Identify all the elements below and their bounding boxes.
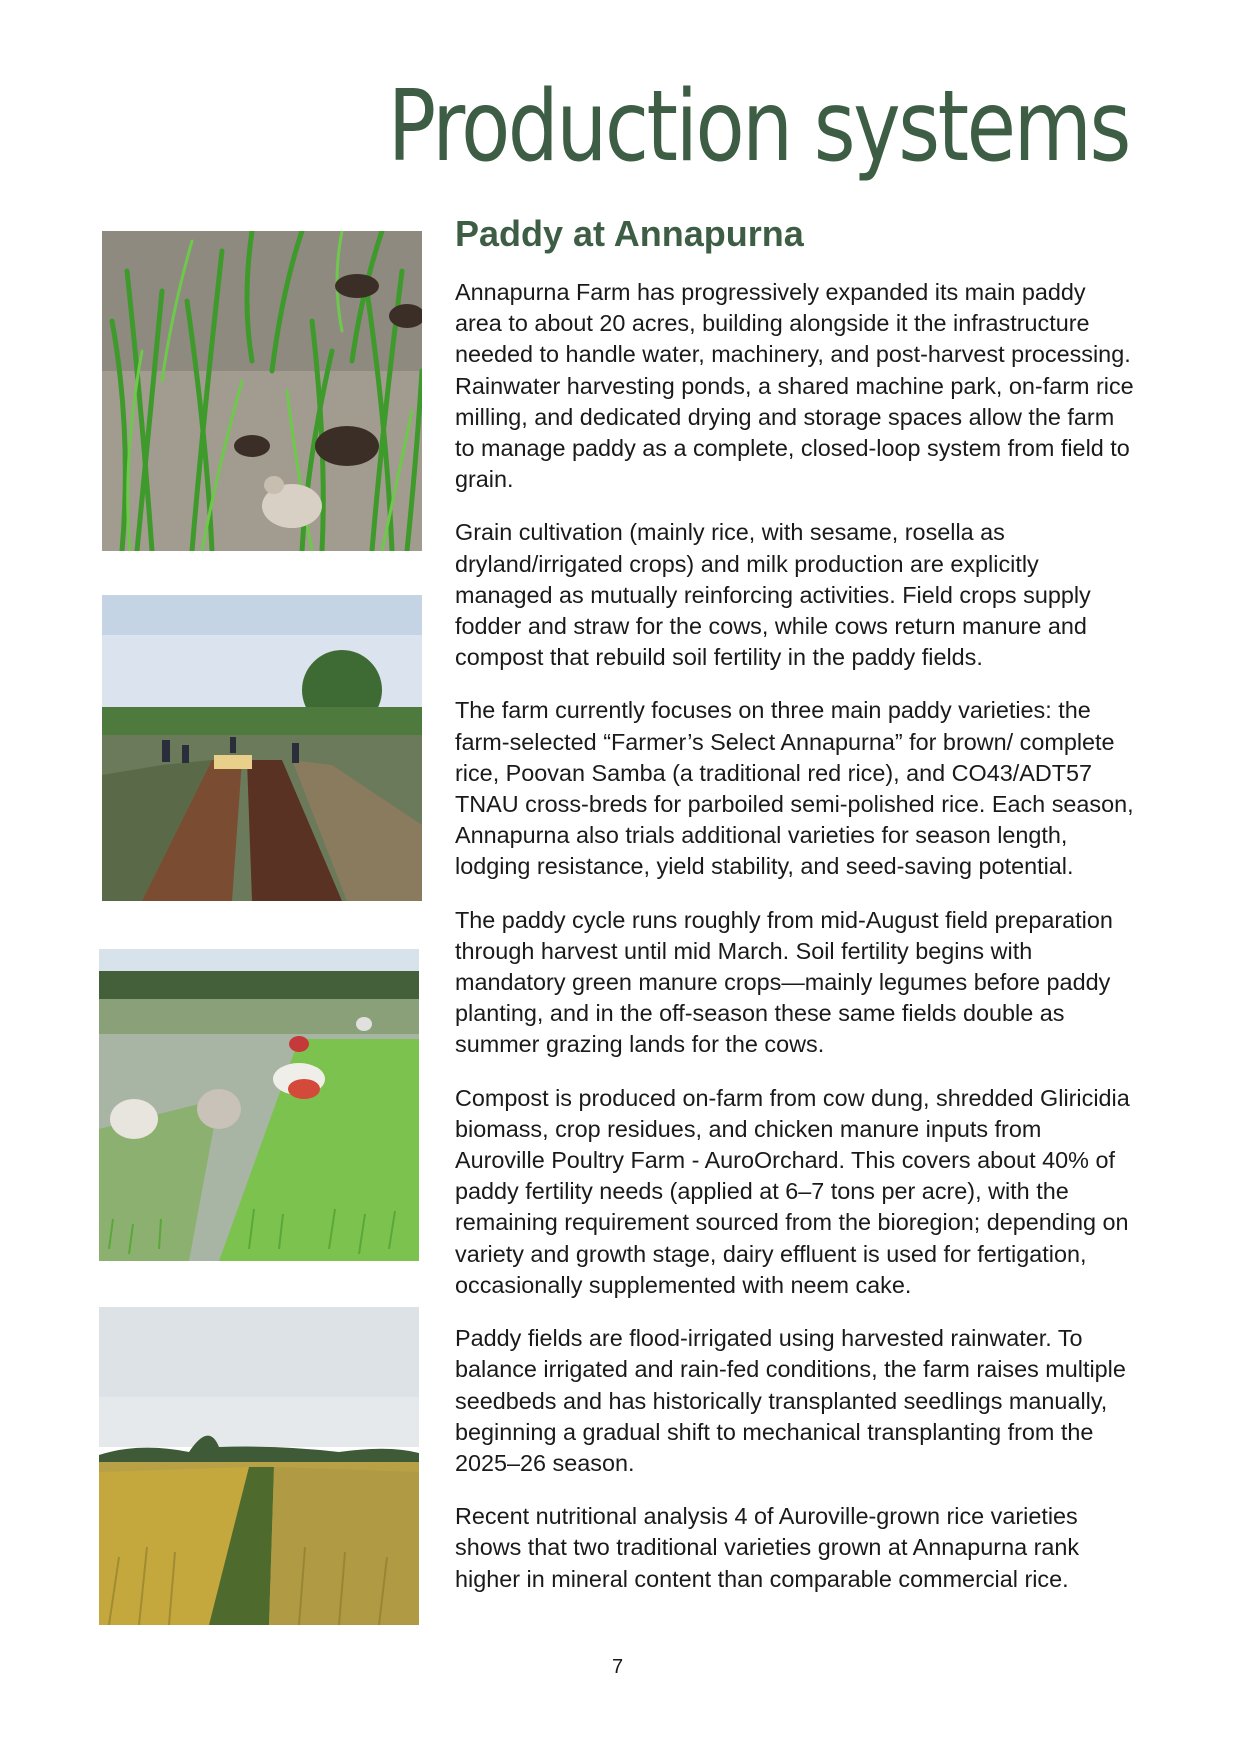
photo-seedbed-preparation — [102, 595, 422, 901]
photo-manual-transplanting — [99, 949, 419, 1261]
paragraph-infrastructure: Annapurna Farm has progressively expanded its main paddy area to about 20 acres, building alongside it the infrastructure needed to handle water, machinery, and post-harvest processing. Rainwater harvesting ponds, a shared machine park, on-farm rice milling, and dedicated drying and storage spaces allow the farm to manage paddy as a complete, closed-loop system from field to grain. — [455, 279, 1134, 493]
body-text — [455, 277, 1135, 1617]
photo-ducks-in-paddy — [102, 231, 422, 551]
paragraph-paddy-cycle: The paddy cycle runs roughly from mid-August field preparation through harvest until mid March. Soil fertility begins with mandatory green manure crops—mainly legumes before paddy planting, and in the off-season these same fields double as summer grazing lands for the cows. — [455, 906, 1113, 1058]
paragraph-grain-milk: Grain cultivation (mainly rice, with sesame, rosella as dryland/irrigated crops) and milk production are explicitly managed as mutually reinforcing activities. Field crops supply fodder and straw for the cows, while cows return manure and compost that rebuild soil fertility in the paddy fields. — [455, 519, 1091, 671]
photo-ripening-paddy-field — [99, 1307, 419, 1625]
page-number: 7 — [612, 1656, 624, 1678]
page-title: Production systems — [387, 70, 1129, 184]
section-heading: Paddy at Annapurna — [455, 213, 804, 254]
paragraph-nutrition: Recent nutritional analysis 4 of Auroville-grown rice varieties shows that two traditional varieties grown at Annapurna rank higher in mineral content than comparable commercial rice. — [455, 1503, 1080, 1592]
paragraph-compost: Compost is produced on-farm from cow dung, shredded Gliricidia biomass, crop residues, and chicken manure inputs from Auroville Poultry Farm - AuroOrchard. This covers about 40% of paddy fertility needs (applied at 6–7 tons per acre), with the remaining requirement sourced from the bioregion; depending on variety and growth stage, dairy effluent is used for fertigation, occasionally supplemented with neem cake. — [455, 1084, 1130, 1298]
paragraph-varieties: The farm currently focuses on three main paddy varieties: the farm-selected “Farmer’s Select Annapurna” for brown/ complete rice, Poovan Samba (a traditional red rice), and CO43/ADT57 TNAU cross-breds for parboiled semi-polished rice. Each season, Annapurna also trials additional varieties for season length, lodging resistance, yield stability, and seed-saving potential. — [455, 697, 1134, 880]
paragraph-irrigation: Paddy fields are flood-irrigated using harvested rainwater. To balance irrigated and rain-fed conditions, the farm raises multiple seedbeds and has historically transplanted seedlings manually, beginning a gradual shift to mechanical transplanting from the 2025–26 season. — [455, 1325, 1126, 1476]
